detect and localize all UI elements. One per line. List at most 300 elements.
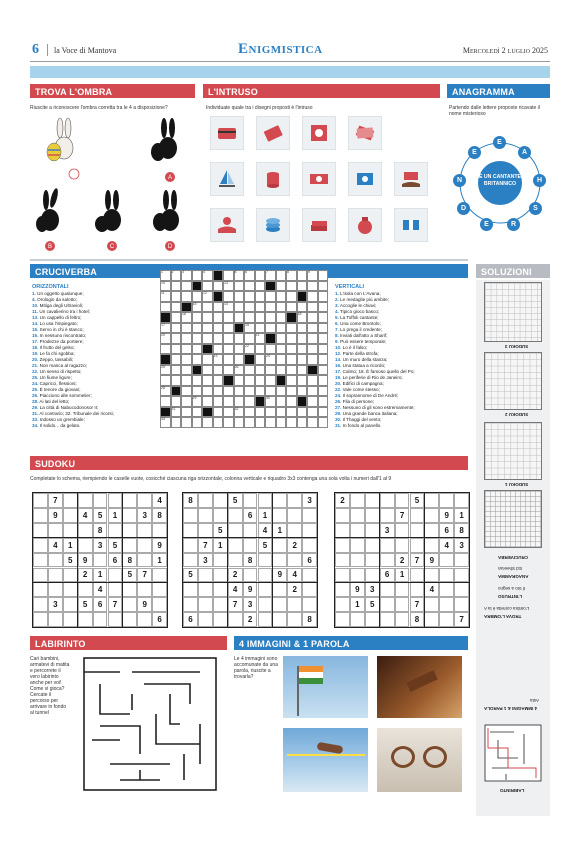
crossword-cell[interactable]: [192, 312, 203, 323]
crossword-cell[interactable]: [276, 291, 287, 302]
sudoku-cell[interactable]: [152, 597, 167, 612]
crossword-cell[interactable]: [181, 302, 192, 313]
sudoku-cell[interactable]: 1: [272, 523, 287, 538]
sudoku-cell[interactable]: [395, 523, 410, 538]
sudoku-cell[interactable]: [198, 597, 213, 612]
sudoku-cell[interactable]: [410, 582, 425, 597]
sudoku-cell[interactable]: [258, 582, 273, 597]
crossword-cell[interactable]: [255, 291, 266, 302]
sudoku-cell[interactable]: [108, 582, 123, 597]
sudoku-cell[interactable]: [137, 553, 152, 568]
sudoku-cell[interactable]: [78, 538, 93, 553]
crossword-cell[interactable]: [307, 281, 318, 292]
crossword-cell[interactable]: [213, 386, 224, 397]
crossword-cell[interactable]: [244, 396, 255, 407]
sudoku-cell[interactable]: 1: [63, 538, 78, 553]
sudoku-cell[interactable]: 8: [410, 612, 425, 627]
crossword-cell[interactable]: [297, 302, 308, 313]
crossword-cell[interactable]: [171, 312, 182, 323]
sudoku-cell[interactable]: [258, 493, 273, 508]
sudoku-cell[interactable]: [335, 508, 350, 523]
crossword-cell[interactable]: [265, 323, 276, 334]
sudoku-cell[interactable]: [93, 553, 108, 568]
sudoku-cell[interactable]: 2: [78, 568, 93, 583]
crossword-cell[interactable]: [265, 333, 276, 344]
crossword-cell[interactable]: [255, 375, 266, 386]
crossword-cell[interactable]: [234, 417, 245, 428]
sudoku-cell[interactable]: [48, 582, 63, 597]
sudoku-cell[interactable]: [424, 612, 439, 627]
crossword-cell[interactable]: [192, 270, 203, 281]
crossword-cell[interactable]: [234, 354, 245, 365]
sudoku-cell[interactable]: [287, 523, 302, 538]
crossword-cell[interactable]: [181, 354, 192, 365]
sudoku-cell[interactable]: 4: [424, 582, 439, 597]
crossword-cell[interactable]: [318, 302, 329, 313]
sudoku-cell[interactable]: 8: [302, 612, 317, 627]
sudoku-cell[interactable]: 9: [48, 508, 63, 523]
sudoku-cell[interactable]: [33, 582, 48, 597]
sudoku-cell[interactable]: [272, 582, 287, 597]
sudoku-cell[interactable]: [243, 523, 258, 538]
crossword-cell[interactable]: [223, 386, 234, 397]
sudoku-cell[interactable]: [63, 523, 78, 538]
crossword-cell[interactable]: [223, 365, 234, 376]
sudoku-cell[interactable]: 8: [152, 508, 167, 523]
sudoku-cell[interactable]: [228, 612, 243, 627]
sudoku-cell[interactable]: [198, 523, 213, 538]
crossword-cell[interactable]: [192, 291, 203, 302]
crossword-cell[interactable]: [171, 365, 182, 376]
sudoku-cell[interactable]: [258, 553, 273, 568]
sudoku-cell[interactable]: [439, 568, 454, 583]
sudoku-cell[interactable]: [365, 493, 380, 508]
sudoku-cell[interactable]: 6: [380, 568, 395, 583]
sudoku-cell[interactable]: [287, 553, 302, 568]
sudoku-cell[interactable]: [287, 597, 302, 612]
sudoku-cell[interactable]: [48, 568, 63, 583]
sudoku-cell[interactable]: [424, 568, 439, 583]
crossword-cell[interactable]: [223, 375, 234, 386]
sudoku-cell[interactable]: 1: [93, 568, 108, 583]
crossword-cell[interactable]: [297, 386, 308, 397]
sudoku-cell[interactable]: [108, 493, 123, 508]
sudoku-cell[interactable]: [395, 538, 410, 553]
sudoku-cell[interactable]: [410, 523, 425, 538]
sudoku-cell[interactable]: 1: [350, 597, 365, 612]
crossword-cell[interactable]: [223, 354, 234, 365]
sudoku-cell[interactable]: 1: [152, 553, 167, 568]
sudoku-cell[interactable]: [335, 523, 350, 538]
crossword-cell[interactable]: [307, 302, 318, 313]
crossword-cell[interactable]: [213, 302, 224, 313]
crossword-cell[interactable]: [192, 344, 203, 355]
sudoku-cell[interactable]: [213, 568, 228, 583]
crossword-cell[interactable]: [318, 354, 329, 365]
sudoku-cell[interactable]: [137, 493, 152, 508]
sudoku-cell[interactable]: 5: [183, 568, 198, 583]
crossword-cell[interactable]: [171, 323, 182, 334]
sudoku-cell[interactable]: [258, 568, 273, 583]
sudoku-cell[interactable]: [350, 612, 365, 627]
sudoku-cell[interactable]: [258, 612, 273, 627]
sudoku-cell[interactable]: 6: [439, 523, 454, 538]
sudoku-cell[interactable]: [439, 597, 454, 612]
crossword-cell[interactable]: [202, 333, 213, 344]
crossword-cell[interactable]: [265, 365, 276, 376]
crossword-cell[interactable]: [286, 333, 297, 344]
sudoku-cell[interactable]: [350, 568, 365, 583]
sudoku-cell[interactable]: 3: [93, 538, 108, 553]
crossword-cell[interactable]: [171, 375, 182, 386]
sudoku-cell[interactable]: 2: [287, 582, 302, 597]
sudoku-cell[interactable]: 1: [108, 508, 123, 523]
sudoku-cell[interactable]: [213, 612, 228, 627]
crossword-cell[interactable]: [234, 386, 245, 397]
sudoku-cell[interactable]: [228, 523, 243, 538]
crossword-cell[interactable]: [255, 354, 266, 365]
crossword-cell[interactable]: [297, 407, 308, 418]
sudoku-cell[interactable]: [78, 523, 93, 538]
crossword-cell[interactable]: [244, 333, 255, 344]
sudoku-cell[interactable]: [93, 612, 108, 627]
sudoku-cell[interactable]: [183, 508, 198, 523]
crossword-cell[interactable]: [171, 417, 182, 428]
crossword-cell[interactable]: [297, 417, 308, 428]
sudoku-cell[interactable]: [152, 582, 167, 597]
sudoku-cell[interactable]: 7: [410, 553, 425, 568]
sudoku-cell[interactable]: [380, 493, 395, 508]
sudoku-cell[interactable]: [302, 523, 317, 538]
sudoku-cell[interactable]: [365, 553, 380, 568]
sudoku-cell[interactable]: 5: [78, 597, 93, 612]
crossword-cell[interactable]: [276, 396, 287, 407]
sudoku-cell[interactable]: [380, 612, 395, 627]
sudoku-cell[interactable]: 6: [108, 553, 123, 568]
sudoku-cell[interactable]: [33, 597, 48, 612]
crossword-cell[interactable]: [244, 386, 255, 397]
sudoku-cell[interactable]: [198, 493, 213, 508]
crossword-cell[interactable]: [265, 291, 276, 302]
sudoku-cell[interactable]: [122, 508, 137, 523]
sudoku-cell[interactable]: 9: [439, 508, 454, 523]
sudoku-cell[interactable]: [335, 582, 350, 597]
sudoku-cell[interactable]: 5: [410, 493, 425, 508]
sudoku-cell[interactable]: [183, 538, 198, 553]
sudoku-cell[interactable]: 5: [93, 508, 108, 523]
sudoku-cell[interactable]: 5: [108, 538, 123, 553]
sudoku-cell[interactable]: [365, 523, 380, 538]
crossword-cell[interactable]: [318, 417, 329, 428]
crossword-cell[interactable]: [255, 323, 266, 334]
crossword-cell[interactable]: [276, 365, 287, 376]
sudoku-cell[interactable]: 8: [93, 523, 108, 538]
sudoku-cell[interactable]: 4: [439, 538, 454, 553]
crossword-cell[interactable]: [181, 333, 192, 344]
crossword-cell[interactable]: [307, 312, 318, 323]
sudoku-cell[interactable]: 9: [243, 582, 258, 597]
sudoku-cell[interactable]: 3: [48, 597, 63, 612]
crossword-cell[interactable]: [318, 407, 329, 418]
sudoku-cell[interactable]: [198, 508, 213, 523]
crossword-cell[interactable]: [223, 396, 234, 407]
crossword-cell[interactable]: [307, 396, 318, 407]
sudoku-cell[interactable]: [287, 508, 302, 523]
crossword-cell[interactable]: [234, 281, 245, 292]
sudoku-cell[interactable]: 1: [454, 508, 469, 523]
sudoku-cell[interactable]: [122, 538, 137, 553]
crossword-cell[interactable]: [244, 365, 255, 376]
sudoku-cell[interactable]: [33, 538, 48, 553]
sudoku-cell[interactable]: [108, 568, 123, 583]
sudoku-cell[interactable]: 5: [63, 553, 78, 568]
sudoku-cell[interactable]: [380, 553, 395, 568]
crossword-cell[interactable]: [192, 354, 203, 365]
crossword-cell[interactable]: [213, 396, 224, 407]
sudoku-cell[interactable]: 3: [380, 523, 395, 538]
crossword-cell[interactable]: [181, 375, 192, 386]
sudoku-cell[interactable]: [213, 493, 228, 508]
crossword-cell[interactable]: [244, 375, 255, 386]
sudoku-cell[interactable]: [350, 523, 365, 538]
crossword-cell[interactable]: [202, 323, 213, 334]
sudoku-cell[interactable]: [395, 493, 410, 508]
crossword-cell[interactable]: [297, 354, 308, 365]
crossword-cell[interactable]: [286, 407, 297, 418]
crossword-cell[interactable]: [307, 333, 318, 344]
crossword-cell[interactable]: [307, 375, 318, 386]
sudoku-cell[interactable]: [122, 493, 137, 508]
crossword-cell[interactable]: [202, 344, 213, 355]
crossword-cell[interactable]: [171, 291, 182, 302]
crossword-cell[interactable]: [244, 417, 255, 428]
sudoku-cell[interactable]: [335, 612, 350, 627]
crossword-cell[interactable]: [171, 333, 182, 344]
crossword-cell[interactable]: [160, 344, 171, 355]
crossword-cell[interactable]: [244, 312, 255, 323]
crossword-cell[interactable]: [160, 302, 171, 313]
sudoku-cell[interactable]: [33, 612, 48, 627]
sudoku-cell[interactable]: [454, 597, 469, 612]
sudoku-cell[interactable]: 5: [365, 597, 380, 612]
crossword-cell[interactable]: [181, 365, 192, 376]
crossword-cell[interactable]: [192, 281, 203, 292]
sudoku-cell[interactable]: [243, 568, 258, 583]
crossword-cell[interactable]: [255, 312, 266, 323]
crossword-cell[interactable]: [244, 302, 255, 313]
sudoku-cell[interactable]: [63, 582, 78, 597]
sudoku-cell[interactable]: [272, 553, 287, 568]
crossword-cell[interactable]: [286, 386, 297, 397]
crossword-cell[interactable]: [318, 333, 329, 344]
crossword-cell[interactable]: [171, 386, 182, 397]
sudoku-cell[interactable]: 1: [395, 568, 410, 583]
sudoku-cell[interactable]: [137, 582, 152, 597]
sudoku-cell[interactable]: [272, 597, 287, 612]
crossword-cell[interactable]: [213, 270, 224, 281]
sudoku-cell[interactable]: [122, 612, 137, 627]
crossword-cell[interactable]: [234, 302, 245, 313]
sudoku-cell[interactable]: [302, 538, 317, 553]
crossword-cell[interactable]: [192, 407, 203, 418]
sudoku-cell[interactable]: [454, 493, 469, 508]
sudoku-cell[interactable]: [380, 538, 395, 553]
crossword-cell[interactable]: [276, 312, 287, 323]
crossword-cell[interactable]: [181, 386, 192, 397]
crossword-cell[interactable]: [255, 417, 266, 428]
crossword-cell[interactable]: [202, 386, 213, 397]
sudoku-cell[interactable]: 7: [454, 612, 469, 627]
sudoku-cell[interactable]: [410, 568, 425, 583]
crossword-cell[interactable]: [213, 312, 224, 323]
crossword-cell[interactable]: [276, 323, 287, 334]
sudoku-cell[interactable]: [48, 523, 63, 538]
sudoku-cell[interactable]: [137, 523, 152, 538]
sudoku-cell[interactable]: 2: [335, 493, 350, 508]
sudoku-cell[interactable]: 3: [454, 538, 469, 553]
sudoku-cell[interactable]: [272, 538, 287, 553]
crossword-cell[interactable]: [318, 344, 329, 355]
sudoku-cell[interactable]: 4: [78, 508, 93, 523]
sudoku-cell[interactable]: [152, 568, 167, 583]
crossword-cell[interactable]: [181, 291, 192, 302]
crossword-cell[interactable]: [223, 333, 234, 344]
crossword-cell[interactable]: [213, 375, 224, 386]
crossword-cell[interactable]: [223, 312, 234, 323]
sudoku-cell[interactable]: 7: [108, 597, 123, 612]
crossword-cell[interactable]: [318, 386, 329, 397]
crossword-cell[interactable]: [255, 302, 266, 313]
sudoku-cell[interactable]: [198, 612, 213, 627]
crossword-cell[interactable]: [318, 312, 329, 323]
sudoku-cell[interactable]: [424, 597, 439, 612]
crossword-cell[interactable]: [297, 344, 308, 355]
sudoku-cell[interactable]: 7: [137, 568, 152, 583]
crossword-cell[interactable]: [318, 375, 329, 386]
crossword-cell[interactable]: [297, 281, 308, 292]
sudoku-cell[interactable]: 6: [183, 612, 198, 627]
crossword-cell[interactable]: [276, 333, 287, 344]
sudoku-cell[interactable]: [122, 582, 137, 597]
sudoku-cell[interactable]: 3: [198, 553, 213, 568]
sudoku-cell[interactable]: 6: [93, 597, 108, 612]
sudoku-cell[interactable]: [439, 553, 454, 568]
crossword-cell[interactable]: [244, 407, 255, 418]
sudoku-cell[interactable]: [183, 582, 198, 597]
sudoku-cell[interactable]: 3: [243, 597, 258, 612]
crossword-cell[interactable]: [276, 302, 287, 313]
crossword-cell[interactable]: [223, 291, 234, 302]
crossword-cell[interactable]: [255, 270, 266, 281]
crossword-cell[interactable]: [181, 407, 192, 418]
sudoku-cell[interactable]: 8: [454, 523, 469, 538]
crossword-cell[interactable]: [181, 281, 192, 292]
sudoku-cell[interactable]: [63, 597, 78, 612]
sudoku-cell[interactable]: 5: [213, 523, 228, 538]
sudoku-cell[interactable]: 9: [78, 553, 93, 568]
sudoku-cell[interactable]: [395, 597, 410, 612]
crossword-cell[interactable]: [265, 281, 276, 292]
crossword-cell[interactable]: [265, 302, 276, 313]
crossword-cell[interactable]: [160, 375, 171, 386]
crossword-cell[interactable]: [297, 323, 308, 334]
sudoku-cell[interactable]: [424, 538, 439, 553]
sudoku-cell[interactable]: [302, 568, 317, 583]
sudoku-cell[interactable]: [302, 597, 317, 612]
crossword-cell[interactable]: [265, 417, 276, 428]
crossword-cell[interactable]: [223, 344, 234, 355]
sudoku-cell[interactable]: [365, 612, 380, 627]
crossword-cell[interactable]: [202, 354, 213, 365]
sudoku-cell[interactable]: 9: [272, 568, 287, 583]
crossword-cell[interactable]: [307, 291, 318, 302]
sudoku-cell[interactable]: [439, 612, 454, 627]
sudoku-cell[interactable]: [33, 553, 48, 568]
sudoku-cell[interactable]: [33, 493, 48, 508]
crossword-cell[interactable]: [171, 354, 182, 365]
sudoku-cell[interactable]: 5: [228, 493, 243, 508]
sudoku-cell[interactable]: [380, 582, 395, 597]
sudoku-cell[interactable]: [424, 523, 439, 538]
crossword-cell[interactable]: [255, 344, 266, 355]
sudoku-cell[interactable]: [183, 523, 198, 538]
sudoku-cell[interactable]: 9: [424, 553, 439, 568]
sudoku-cell[interactable]: [183, 597, 198, 612]
crossword-cell[interactable]: [202, 417, 213, 428]
sudoku-cell[interactable]: [258, 597, 273, 612]
crossword-cell[interactable]: [307, 386, 318, 397]
crossword-cell[interactable]: [213, 333, 224, 344]
sudoku-cell[interactable]: [78, 612, 93, 627]
sudoku-cell[interactable]: [350, 508, 365, 523]
crossword-cell[interactable]: [276, 354, 287, 365]
sudoku-cell[interactable]: [63, 568, 78, 583]
sudoku-cell[interactable]: [424, 493, 439, 508]
sudoku-cell[interactable]: [213, 553, 228, 568]
sudoku-cell[interactable]: [350, 538, 365, 553]
crossword-cell[interactable]: [234, 312, 245, 323]
crossword-cell[interactable]: [318, 396, 329, 407]
sudoku-cell[interactable]: [410, 538, 425, 553]
sudoku-cell[interactable]: [302, 508, 317, 523]
crossword-cell[interactable]: [202, 281, 213, 292]
crossword-cell[interactable]: [297, 270, 308, 281]
crossword-cell[interactable]: [255, 386, 266, 397]
crossword-cell[interactable]: [202, 396, 213, 407]
sudoku-cell[interactable]: 4: [228, 582, 243, 597]
crossword-cell[interactable]: [276, 281, 287, 292]
crossword-cell[interactable]: [286, 417, 297, 428]
crossword-cell[interactable]: [213, 323, 224, 334]
crossword-cell[interactable]: [307, 365, 318, 376]
sudoku-cell[interactable]: [33, 523, 48, 538]
sudoku-cell[interactable]: [213, 582, 228, 597]
crossword-cell[interactable]: [213, 417, 224, 428]
crossword-cell[interactable]: [276, 270, 287, 281]
sudoku-cell[interactable]: 7: [48, 493, 63, 508]
crossword-cell[interactable]: [286, 344, 297, 355]
sudoku-cell[interactable]: [198, 582, 213, 597]
sudoku-cell[interactable]: [78, 493, 93, 508]
sudoku-cell[interactable]: 3: [365, 582, 380, 597]
crossword-cell[interactable]: [286, 312, 297, 323]
sudoku-cell[interactable]: [108, 612, 123, 627]
crossword-cell[interactable]: [171, 302, 182, 313]
sudoku-cell[interactable]: [454, 582, 469, 597]
sudoku-cell[interactable]: [213, 597, 228, 612]
crossword-cell[interactable]: [307, 344, 318, 355]
crossword-cell[interactable]: [202, 365, 213, 376]
